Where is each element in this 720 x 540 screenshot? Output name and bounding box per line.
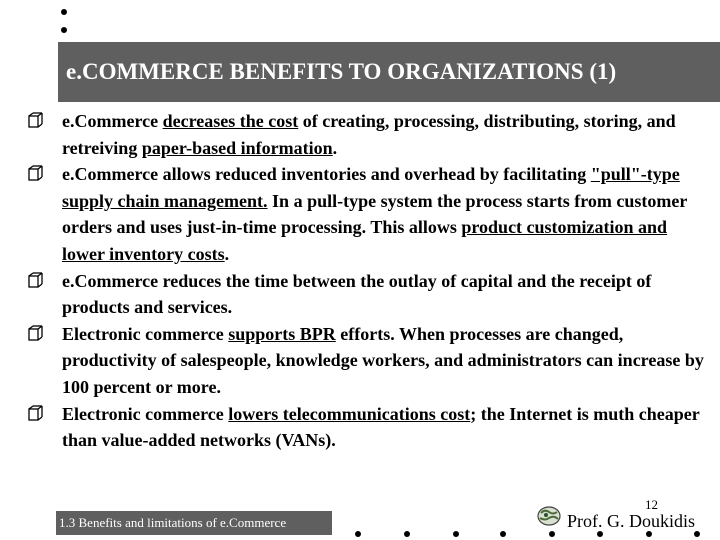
footer-section-label: 1.3 Benefits and limitations of e.Commerce <box>59 515 287 530</box>
text-run: e.Commerce allows reduced inventories and overhead by facilitating <box>62 164 591 185</box>
decor-dot <box>61 9 67 15</box>
bullet-list <box>28 108 708 454</box>
underlined-phrase: "pull"-type supply chain management. <box>62 164 680 211</box>
decor-dot <box>453 531 459 537</box>
globe-logo-icon <box>536 505 562 532</box>
text-run: efforts. When processes are changed, productivity of salespeople, knowledge workers, and administrators can increase by 100 percent or more. <box>62 323 704 397</box>
text-run: In a pull-type system the process starts from customer orders and uses just-in-time processing. This allows <box>62 190 688 238</box>
bullet-text <box>62 321 708 401</box>
bullet-item <box>28 401 708 454</box>
bullet-text <box>62 161 708 267</box>
box-bullet-icon <box>28 321 62 342</box>
page-number: 12 <box>645 497 658 512</box>
footer-section-box <box>56 511 332 535</box>
text-run: . <box>332 137 338 158</box>
bullet-item <box>28 161 708 267</box>
box-bullet-icon <box>28 268 62 289</box>
slide-title-bar <box>58 42 720 102</box>
underlined-phrase: decreases the cost <box>162 111 299 131</box>
decor-dot <box>500 531 506 537</box>
decor-dot <box>404 531 410 537</box>
text-run: Electronic commerce <box>62 403 229 424</box>
bullet-text <box>62 268 708 321</box>
bullet-text <box>62 108 708 161</box>
text-run: e.Commerce <box>62 111 163 131</box>
text-run: ; the Internet is muth cheaper than value-added networks (VANs). <box>62 403 700 451</box>
box-bullet-icon <box>28 161 62 182</box>
bullet-item <box>28 321 708 401</box>
text-run: Electronic commerce <box>62 323 229 344</box>
text-run: . <box>224 243 230 264</box>
text-run: e.Commerce reduces the time between the outlay of capital and the receipt of products and services. <box>62 270 652 318</box>
underlined-phrase: product customization and lower inventory costs <box>62 217 668 264</box>
bullet-item <box>28 108 708 161</box>
author-name: Prof. G. Doukidis <box>567 511 696 531</box>
slide-title: e.COMMERCE BENEFITS TO ORGANIZATIONS (1) <box>66 59 617 84</box>
decor-dot <box>355 531 361 537</box>
underlined-phrase: paper-based information <box>141 137 333 158</box>
decor-dot <box>61 27 67 33</box>
box-bullet-icon <box>28 108 62 129</box>
underlined-phrase: supports BPR <box>228 323 336 344</box>
underlined-phrase: lowers telecommunications cost <box>228 403 471 424</box>
box-bullet-icon <box>28 401 62 422</box>
bullet-text <box>62 401 708 454</box>
bullet-item <box>28 268 708 321</box>
text-run: of creating, processing, distributing, storing, and retreiving <box>62 111 676 158</box>
